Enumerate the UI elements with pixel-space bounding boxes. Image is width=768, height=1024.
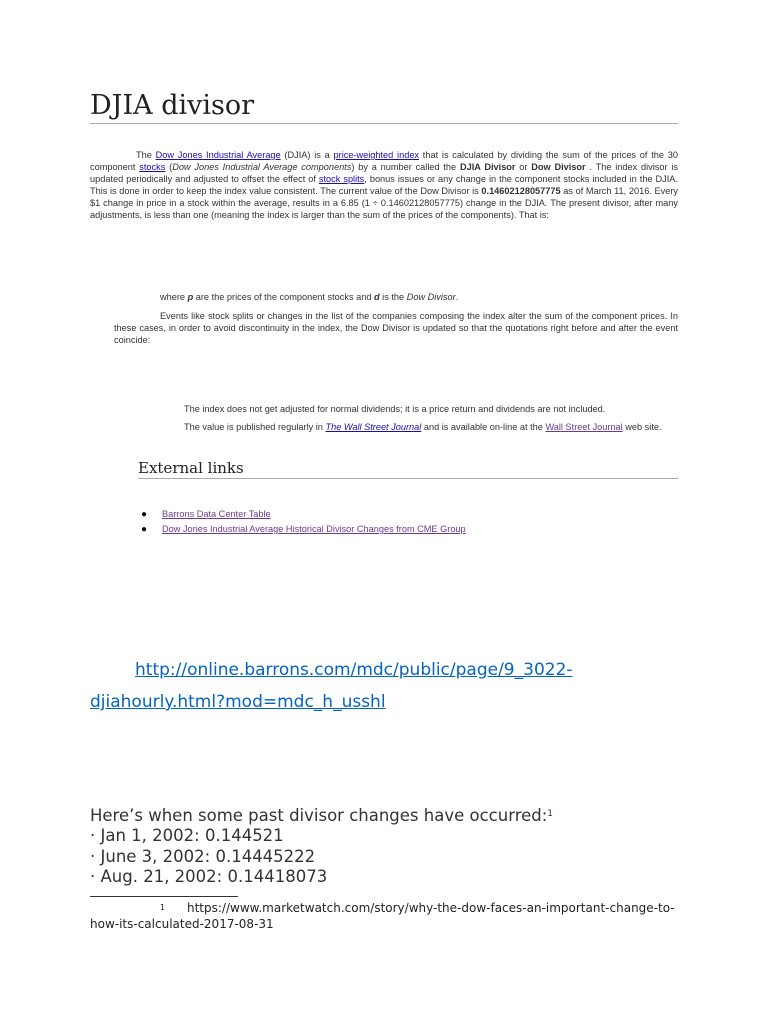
footnote-ref[interactable]: 1 (547, 809, 554, 819)
bullet-icon: ● (141, 524, 148, 535)
link-stocks[interactable]: stocks (139, 161, 166, 172)
published-paragraph: The value is published regularly in The Wall Street Journal and is available on-line at the Wall Street Journal web site. (184, 422, 662, 432)
barrons-url-paragraph (90, 654, 690, 718)
list-item: · Aug. 21, 2002: 0.14418073 (90, 866, 328, 886)
list-item (138, 508, 466, 523)
where-paragraph: where p are the prices of the component stocks and d is the Dow Divisor. (160, 292, 459, 302)
footnote-text: https://www.marketwatch.com/story/why-the-dow-faces-an-important-change-to-how-its-calculated-2017-08-31 (90, 901, 675, 931)
list-item: · Jan 1, 2002: 0.144521 (90, 826, 284, 846)
external-links-list (138, 508, 466, 538)
link-dow-jones-industrial-average[interactable]: Dow Jones Industrial Average (155, 150, 281, 160)
page-title: DJIA divisor (90, 90, 678, 124)
list-item (138, 523, 466, 538)
intro-paragraph: The Dow Jones Industrial Average (DJIA) is a price-weighted index that is calculated by dividing the sum of the prices of the 30 component stocks (Dow Jones Industrial Average components) by a number called the DJIA Divisor or Dow Divisor . The index divisor is updated periodically and adjusted to offset the effect of stock splits, bonus issues or any change in the component stocks included in the DJIA. This is done in order to keep the index value consistent. The current value of the Dow Divisor is 0.14602128057775 as of March 11, 2016. Every $1 change in price in a stock within the average, results in a 6.85 (1 ÷ 0.14602128057775) change in the DJIA. The present divisor, after many adjustments, is less than one (meaning the index is larger than the sum of the prices of the components). That is: (90, 150, 678, 220)
footnote-divider (90, 896, 238, 897)
link-cme-divisor-changes[interactable]: Dow Jones Industrial Average Historical Divisor Changes from CME Group (162, 524, 466, 534)
footnote-number: 1 (159, 903, 165, 912)
link-price-weighted-index[interactable]: price-weighted index (333, 150, 420, 160)
dividends-paragraph: The index does not get adjusted for normal dividends; it is a price return and dividends are not included. (184, 404, 606, 414)
divisor-changes-intro: Here’s when some past divisor changes have occurred:$^1$ (90, 806, 554, 825)
link-barrons-url[interactable]: http://online.barrons.com/mdc/public/page/9_3022-djiahourly.html?mod=mdc_h_usshl (90, 660, 573, 712)
divisor-changes (90, 806, 678, 887)
events-paragraph: Events like stock splits or changes in the list of the companies composing the index alter the sum of the component prices. In these cases, in order to avoid discontinuity in the index, the Dow Divisor is updated so that the quotations right before and after the event coincide: (114, 311, 678, 345)
link-stock-splits[interactable]: stock splits (318, 173, 365, 184)
list-item: · June 3, 2002: 0.14445222 (90, 846, 316, 866)
link-wall-street-journal-site[interactable]: Wall Street Journal (545, 422, 623, 432)
current-divisor-value: 0.14602128057775 (481, 185, 561, 196)
bullet-icon: ● (141, 509, 148, 520)
external-links-heading: External links (138, 459, 678, 479)
footnote (90, 901, 680, 932)
link-the-wall-street-journal[interactable]: The Wall Street Journal (325, 422, 422, 432)
link-barrons-data-center[interactable]: Barrons Data Center Table (162, 509, 271, 519)
